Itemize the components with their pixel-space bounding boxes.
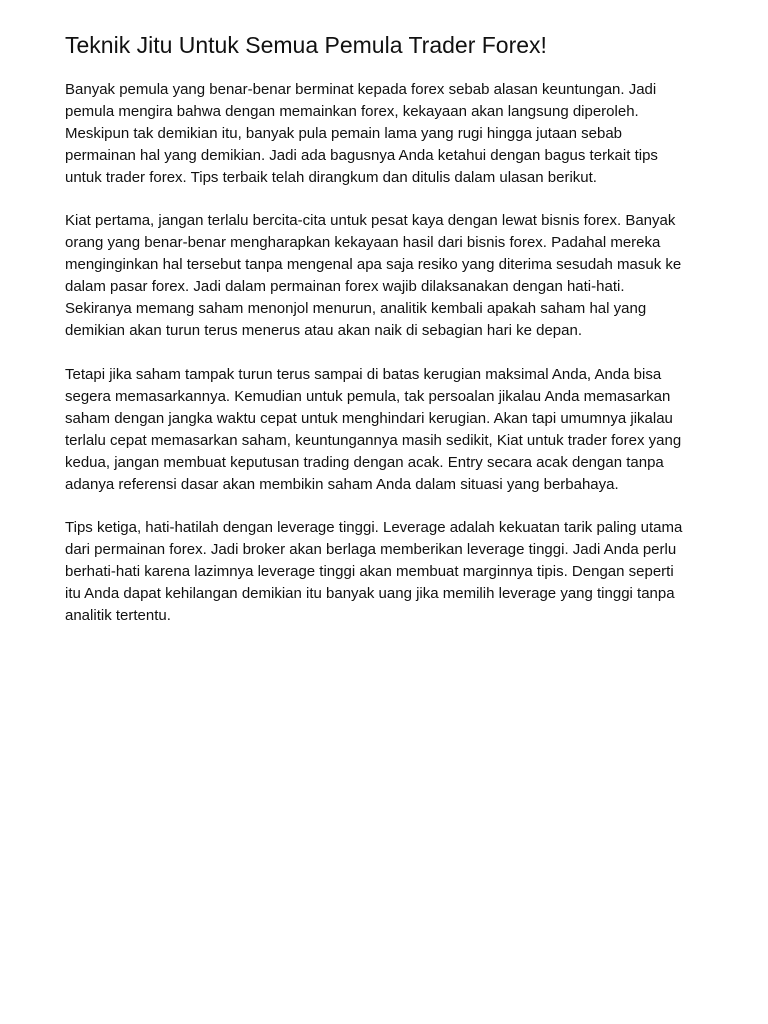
- paragraph-line: saham dengan jangka waktu cepat untuk menghindari kerugian. Akan tapi umumnya jikalau: [65, 410, 673, 427]
- paragraph-line: terlalu cepat memasarkan saham, keuntungannya masih sedikit, Kiat untuk trader forex yang: [65, 432, 682, 449]
- paragraph-intro: [65, 79, 658, 189]
- paragraph-line: demikian akan turun terus menerus atau akan naik di sebagian hari ke depan.: [65, 322, 582, 339]
- paragraph-line: Banyak pemula yang benar-benar berminat kepada forex sebab alasan keuntungan. Jadi: [65, 81, 657, 98]
- paragraph-line: Meskipun tak demikian itu, banyak pula pemain lama yang rugi hingga jutaan sebab: [65, 125, 623, 142]
- paragraph-line: Tips ketiga, hati-hatilah dengan leverage tinggi. Leverage adalah kekuatan tarik paling utama: [65, 519, 683, 536]
- paragraph-line: Tetapi jika saham tampak turun terus sampai di batas kerugian maksimal Anda, Anda bisa: [65, 366, 662, 383]
- paragraph-line: adanya referensi dasar akan membikin saham Anda dalam situasi yang berbahaya.: [65, 476, 619, 493]
- paragraph-line: analitik tertentu.: [65, 607, 171, 624]
- paragraph-line: Sekiranya memang saham menonjol menurun, analitik kembali apakah saham hal yang: [65, 300, 647, 317]
- paragraph-second-tip: [65, 364, 681, 496]
- paragraph-line: berhati-hati karena lazimnya leverage tinggi akan membuat marginnya tipis. Dengan seperti: [65, 563, 674, 580]
- paragraph-line: dari permainan forex. Jadi broker akan berlaga memberikan leverage tinggi. Jadi Anda perlu: [65, 541, 677, 558]
- paragraph-third-tip: [65, 517, 682, 627]
- paragraph-line: permainan hal yang demikian. Jadi ada bagusnya Anda ketahui dengan bagus terkait tips: [65, 147, 658, 164]
- paragraph-line: menginginkan hal tersebut tanpa mengenal apa saja resiko yang diterima sesudah masuk ke: [65, 256, 682, 273]
- paragraph-line: kedua, jangan membuat keputusan trading dengan acak. Entry secara acak dengan tanpa: [65, 454, 664, 471]
- paragraph-line: segera memasarkannya. Kemudian untuk pemula, tak persoalan jikalau Anda memasarkan: [65, 388, 671, 405]
- document-title: Teknik Jitu Untuk Semua Pemula Trader Forex!: [65, 32, 547, 58]
- paragraph-line: Kiat pertama, jangan terlalu bercita-cita untuk pesat kaya dengan lewat bisnis forex. Banyak: [65, 212, 676, 229]
- paragraph-line: orang yang benar-benar mengharapkan kekayaan hasil dari bisnis forex. Padahal mereka: [65, 234, 661, 251]
- paragraph-first-tip: [65, 210, 681, 342]
- paragraph-line: itu Anda dapat kehilangan demikian itu banyak uang jika memilih leverage yang tinggi tanpa: [65, 585, 675, 602]
- paragraph-line: untuk trader forex. Tips terbaik telah dirangkum dan ditulis dalam ulasan berikut.: [65, 169, 597, 186]
- paragraph-line: pemula mengira bahwa dengan memainkan forex, kekayaan akan langsung diperoleh.: [65, 103, 639, 120]
- paragraph-line: dalam pasar forex. Jadi dalam permainan forex wajib dilaksanakan dengan hati-hati.: [65, 278, 625, 295]
